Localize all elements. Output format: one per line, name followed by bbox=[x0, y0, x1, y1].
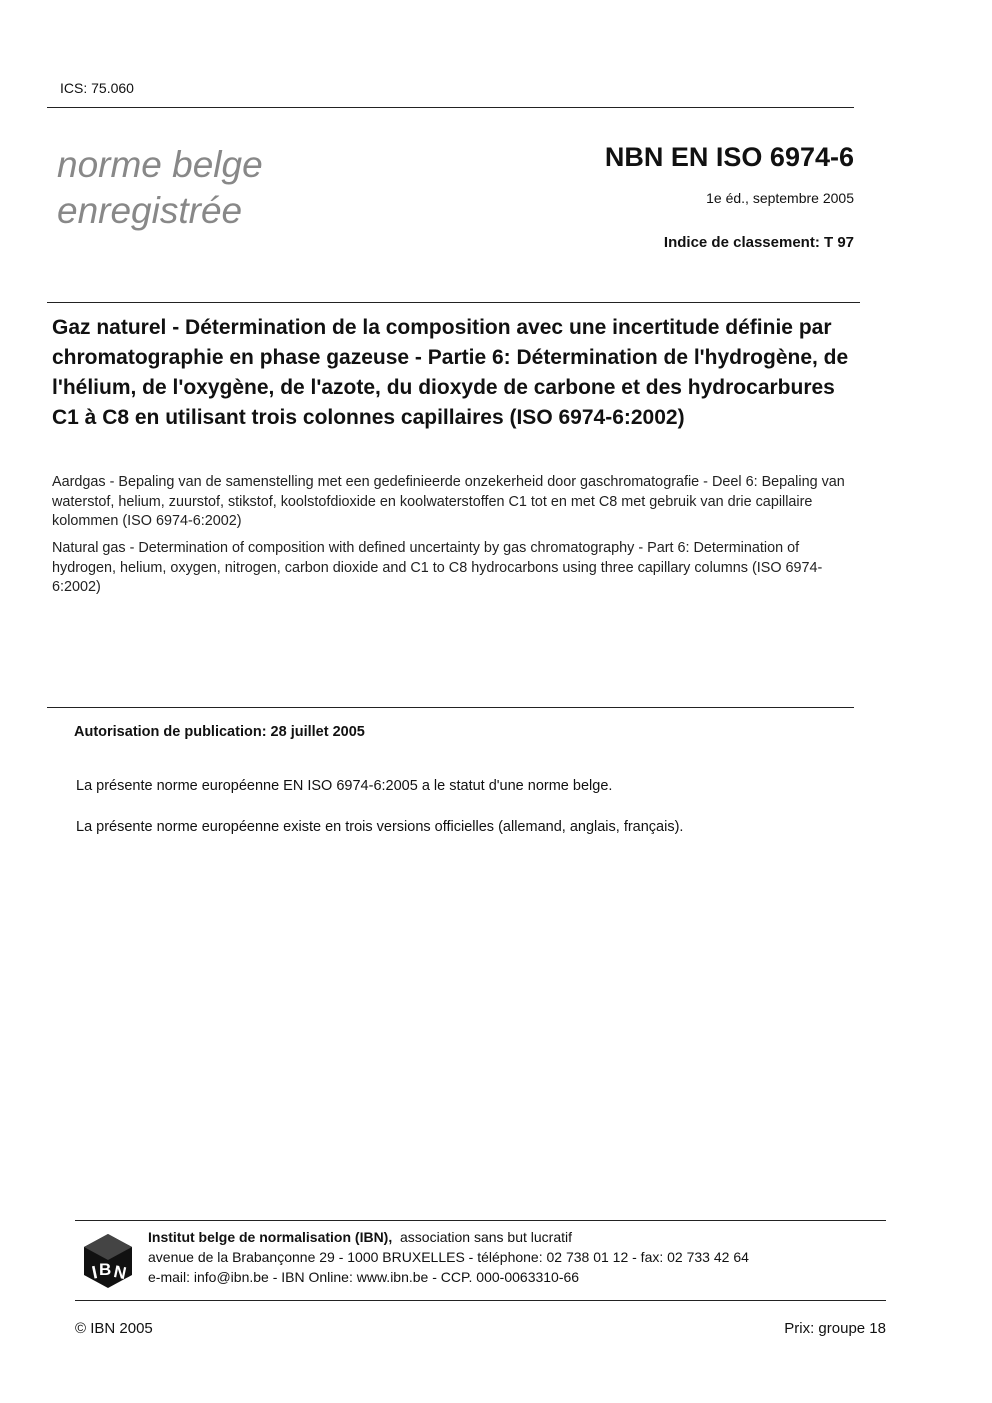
brand-line-2: enregistrée bbox=[57, 190, 243, 231]
classification-index: Indice de classement: T 97 bbox=[663, 234, 854, 251]
title-english: Natural gas - Determination of composition with defined uncertainty by gas chromatography - Part 6: Determination of hydrogen, helium, oxygen, nitrogen, carbon dioxide and C1 to C8 hydrocarbons using three capillary columns (ISO 6974-6:2002) bbox=[52, 540, 823, 595]
edition-date: 1e éd., septembre 2005 bbox=[706, 190, 854, 206]
org-address: avenue de la Brabançonne 29 - 1000 BRUXELLES - téléphone: 02 738 01 12 - fax: 02 733 42 64 bbox=[148, 1249, 749, 1265]
svg-text:N: N bbox=[112, 1261, 129, 1284]
title-divider bbox=[47, 302, 860, 303]
svg-text:B: B bbox=[99, 1260, 112, 1279]
versions-paragraph: La présente norme européenne existe en trois versions officielles (allemand, anglais, français). bbox=[76, 819, 684, 835]
org-contact: e-mail: info@ibn.be - IBN Online: www.ibn.be - CCP. 000-0063310-66 bbox=[148, 1269, 580, 1285]
standard-number: NBN EN ISO 6974-6 bbox=[604, 142, 854, 172]
footer-bottom-divider bbox=[75, 1300, 886, 1301]
header-divider bbox=[47, 107, 854, 108]
price-group: Prix: groupe 18 bbox=[784, 1320, 886, 1337]
body-divider bbox=[47, 707, 854, 708]
publication-authorisation: Autorisation de publication: 28 juillet 2005 bbox=[74, 724, 365, 740]
brand-title bbox=[57, 142, 263, 234]
title-french: Gaz naturel - Détermination de la composition avec une incertitude définie par chromatographie en phase gazeuse - Partie 6: Détermination de l'hydrogène, de l'hélium, de l'oxygène, de l'azote, du dioxyde de carbone et des hydrocarbures C1 à C8 en utilisant trois colonnes capillaires (ISO 6974-6:2002) bbox=[52, 316, 849, 429]
ibn-logo-icon bbox=[82, 1232, 134, 1290]
svg-text:I: I bbox=[90, 1262, 100, 1283]
org-type: association sans but lucratif bbox=[400, 1229, 572, 1245]
organisation-block bbox=[148, 1227, 749, 1287]
brand-line-1: norme belge bbox=[57, 144, 263, 185]
org-name: Institut belge de normalisation (IBN), bbox=[148, 1229, 393, 1245]
status-paragraph: La présente norme européenne EN ISO 6974-6:2005 a le statut d'une norme belge. bbox=[76, 778, 613, 794]
title-dutch: Aardgas - Bepaling van de samenstelling met een gedefinieerde onzekerheid door gaschromatografie - Deel 6: Bepaling van waterstof, helium, zuurstof, stikstof, koolstofdioxide en koolwaterstoffen C1 tot en met C8 met gebruik van drie capillaire kolommen (ISO 6974-6:2002) bbox=[52, 474, 845, 529]
ics-code: ICS: 75.060 bbox=[60, 80, 134, 96]
footer-top-divider bbox=[75, 1220, 886, 1221]
copyright: © IBN 2005 bbox=[75, 1320, 153, 1337]
